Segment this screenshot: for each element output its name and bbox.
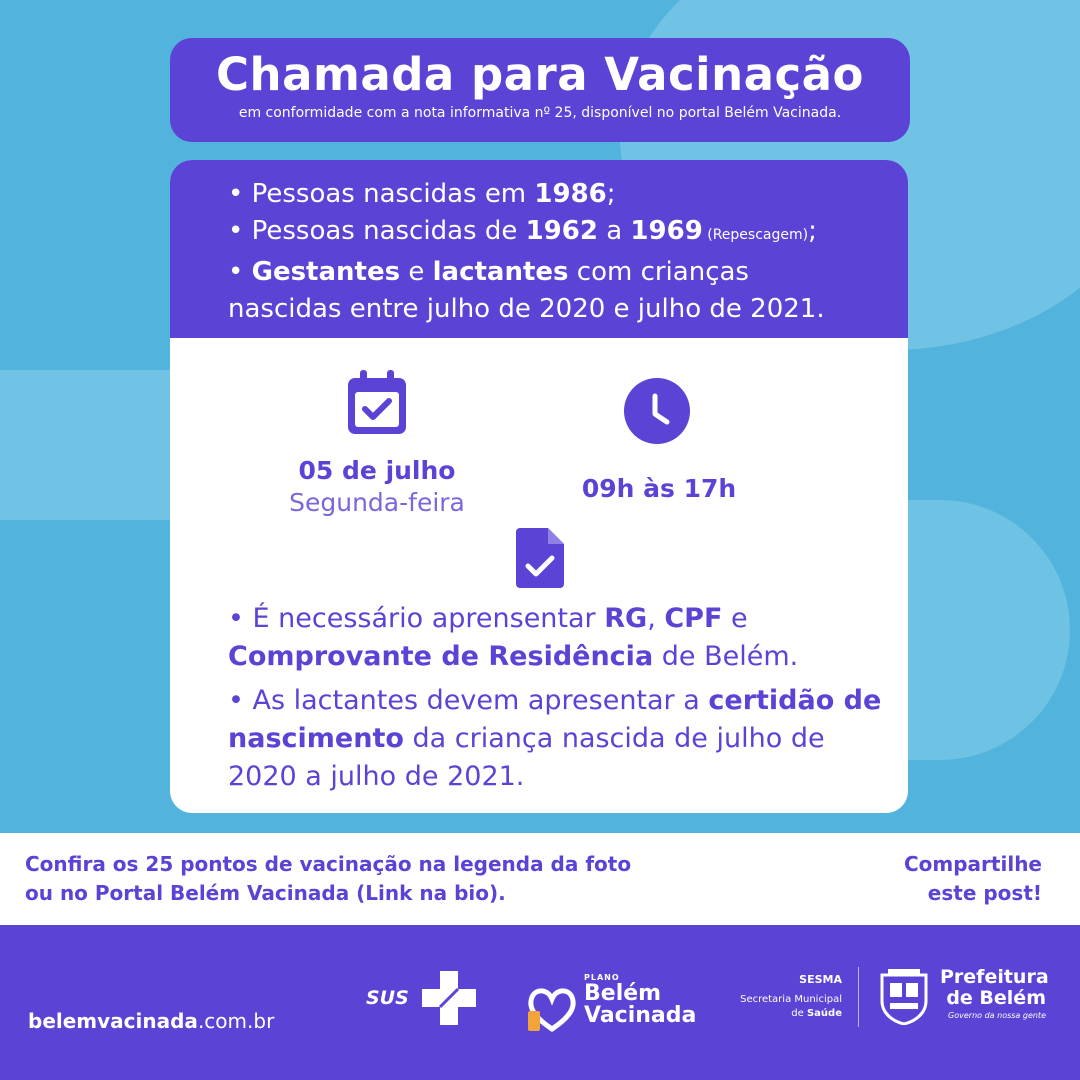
calendar-check-icon bbox=[346, 368, 408, 436]
prefeitura-logo: Prefeitura de Belém bbox=[940, 966, 1049, 1009]
requirements bbox=[228, 600, 888, 802]
title-banner bbox=[170, 38, 910, 142]
website-link[interactable]: belemvacinada.com.br bbox=[28, 1009, 275, 1033]
page-title: Chamada para Vacinação bbox=[216, 48, 864, 101]
group-line: • Pessoas nascidas em 1986; bbox=[228, 179, 616, 209]
city-crest-icon bbox=[876, 965, 932, 1025]
clock-icon bbox=[624, 378, 690, 444]
group-line: nascidas entre julho de 2020 e julho de 2021. bbox=[228, 294, 825, 324]
footer bbox=[0, 925, 1080, 1080]
prefeitura-slogan: Governo da nossa gente bbox=[948, 1011, 1046, 1020]
group-line: • Gestantes e lactantes com crianças bbox=[228, 257, 749, 287]
requirement-documents: • É necessário aprensentar RG, CPF e Comprovante de Residência de Belém. bbox=[228, 603, 799, 672]
requirement-birth-certificate: • As lactantes devem apresentar a certidão de nascimento da criança nascida de julho de 2020 a julho de 2021. bbox=[228, 685, 882, 792]
vaccination-points-note: Confira os 25 pontos de vacinação na legenda da foto ou no Portal Belém Vacinada (Link na bio). bbox=[25, 852, 632, 905]
vaccination-date: 05 de julho bbox=[298, 456, 456, 485]
divider bbox=[858, 967, 859, 1027]
cross-icon bbox=[422, 971, 476, 1025]
page-subtitle: em conformidade com a nota informativa nº 25, disponível no portal Belém Vacinada. bbox=[238, 105, 842, 121]
eligible-groups bbox=[170, 160, 908, 338]
info-band bbox=[0, 833, 1080, 925]
belem-vacinada-logo: PLANO Belém Vacinada bbox=[526, 973, 716, 1043]
vaccination-weekday: Segunda-feira bbox=[289, 488, 465, 517]
info-card bbox=[170, 160, 908, 813]
sesma-logo: SESMA Secretaria Municipal de Saúde bbox=[740, 973, 842, 1019]
vaccination-time: 09h às 17h bbox=[581, 474, 737, 503]
schedule-row bbox=[170, 338, 908, 548]
heart-vial-icon bbox=[526, 985, 578, 1033]
document-check-icon bbox=[516, 528, 564, 588]
group-line: • Pessoas nascidas de 1962 a 1969 (Repescagem); bbox=[228, 216, 817, 246]
sus-logo: SUS bbox=[366, 971, 478, 1027]
share-note: Compartilhe este post! bbox=[903, 852, 1042, 905]
